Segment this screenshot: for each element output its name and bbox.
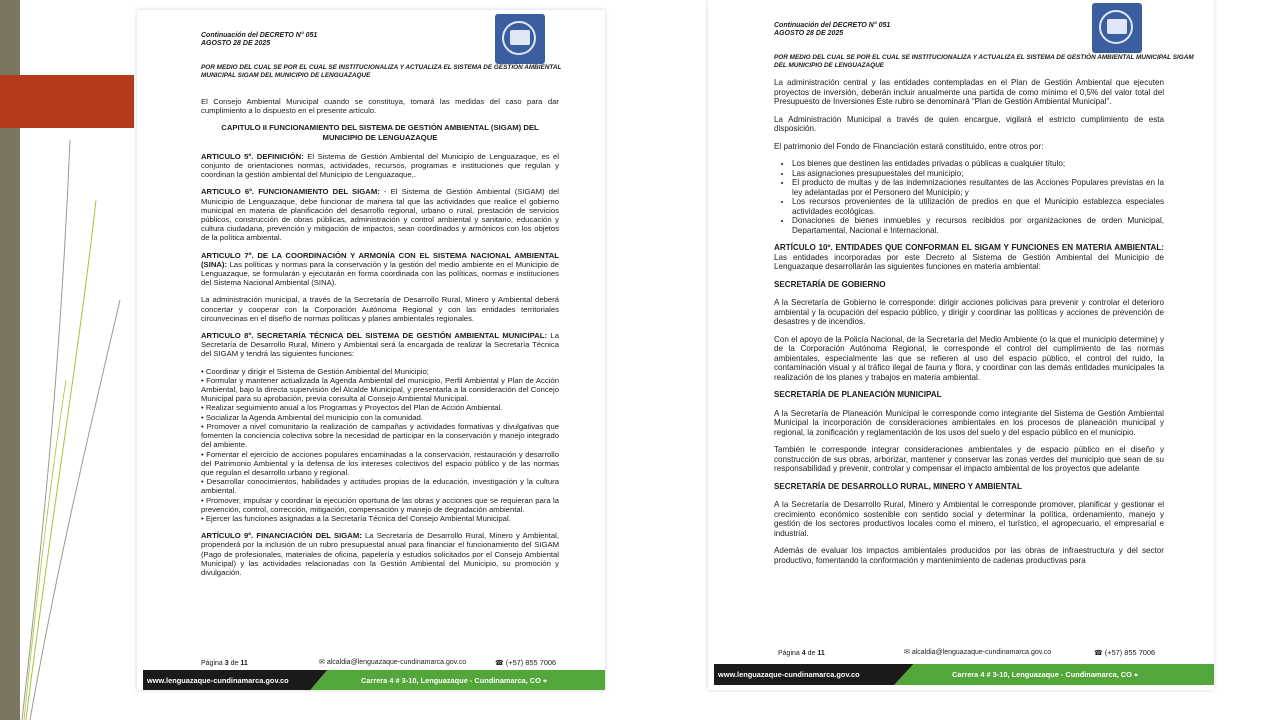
page-number: Página 4 de 11 — [778, 650, 825, 657]
list-item: • Desarrollar conocimientos, habilidades y actitudes propias de la educación, investigación y la cultura ambiental. — [201, 477, 559, 496]
article-7: ARTICULO 7º. DE LA COORDINACIÓN Y ARMONÍA CON EL SISTEMA NACIONAL AMBIENTAL (SINA): Las políticas y normas para la conservación y la gestión del medio ambiente en el Municipio de Lenguazaque, se formularán y ejecutarán en forma coordinada con las políticas, normas e instituciones del Sistema Nacional Ambiental (SINA). — [201, 250, 559, 288]
footer-email[interactable]: ✉ alcaldia@lenguazaque-cundinamarca.gov.co — [904, 649, 1052, 656]
page-header: Continuación del DECRETO N° 051 AGOSTO 28 DE 2025 — [201, 32, 318, 47]
list-item: • Formular y mantener actualizada la Agenda Ambiental del municipio, Perfil Ambiental y Plan de Acción Ambiental, bajo la directa supervisión del Alcalde Municipal, y presentarla a la consideración del Concejo Municipal para su aprobación, previa consulta al Consejo Ambiental Municipal. — [201, 375, 559, 404]
footer-website[interactable]: www.lenguazaque-cundinamarca.gov.co — [147, 676, 289, 685]
section-title-desarrollo-rural: SECRETARÍA DE DESARROLLO RURAL, MINERO Y AMBIENTAL — [774, 481, 1022, 491]
paragraph: Además de evaluar los impactos ambientales producidos por las obras de infraestructura y del sector productivo, fomentando la conformación y mantenimiento de cadenas productivas para — [774, 546, 1164, 565]
decree-subject: POR MEDIO DEL CUAL SE POR EL CUAL SE INSTITUCIONALIZA Y ACTUALIZA EL SISTEMA DE GESTIÓN AMBIENTAL MUNICIPAL SIGAM DEL MUNICIPIO DE LENGUAZAQUE — [774, 54, 1194, 69]
footer-email[interactable]: ✉ alcaldia@lenguazaque-cundinamarca.gov.co — [319, 659, 467, 666]
page-number: Página 3 de 11 — [201, 660, 248, 667]
envelope-icon: ✉ — [904, 649, 910, 656]
list-item: • Promover a nivel comunitario la realización de campañas y actividades formativas y divulgativas que fomenten la conciencia colectiva sobre la necesidad de participar en la conservación y manejo integrado del ambiente. — [201, 421, 559, 450]
decree-subject: POR MEDIO DEL CUAL SE POR EL CUAL SE INSTITUCIONALIZA Y ACTUALIZA EL SISTEMA DE GESTIÓN AMBIENTAL MUNICIPAL SIGAM DEL MUNICIPIO DE LENGUAZAQUE — [201, 64, 562, 79]
document-page-3 — [137, 10, 605, 690]
municipal-seal-icon — [1092, 3, 1142, 53]
article-5: ARTICULO 5º. DEFINICIÓN: El Sistema de Gestión Ambiental del Municipio de Lenguazaque, es el conjunto de orientaciones normas, actividades, recursos, programas e instituciones que regulan y coordinan la gestión ambiental del Municipio de Lenguazaque,. — [201, 151, 559, 180]
phone-icon: ☎ — [495, 660, 504, 667]
list-item: • Coordinar y dirigir el Sistema de Gestión Ambiental del Municipio; — [201, 366, 429, 376]
chapter-title: CAPITULO II FUNCIONAMIENTO DEL SISTEMA DE GESTIÓN AMBIENTAL (SIGAM) DEL MUNICIPIO DE LENGUAZAQUE — [221, 123, 539, 142]
section-title-planeacion: SECRETARÍA DE PLANEACIÓN MUNICIPAL — [774, 390, 942, 399]
list-item: • Socializar la Agenda Ambiental del municipio con la comunidad. — [201, 412, 423, 422]
article-10: ARTÍCULO 10º. ENTIDADES QUE CONFORMAN EL SIGAM Y FUNCIONES EN MATERIA AMBIENTAL: Las entidades incorporadas por este Decreto al Sistema de Gestión Ambiental del Municipio de Lenguazaque desarrollarán las siguientes funciones en materia ambiental: — [774, 243, 1164, 271]
paragraph: A la Secretaría de Gobierno le corresponde: dirigir acciones policivas para prevenir y controlar el deterioro ambiental y la ocupación del espacio público, y dirigir y coordinar las políticas y acciones de prevención de desastres y de incendios. — [774, 298, 1164, 326]
list-item: • El producto de multas y de las indemnizaciones resultantes de las Acciones Populares previstas en la ley adelantadas por el Personero del Municipio; y — [792, 178, 1164, 197]
footer-address: Carrera 4 # 3-10, Lenguazaque - Cundinamarca, CO ⌖ — [952, 670, 1138, 679]
footer-address: Carrera 4 # 3-10, Lenguazaque - Cundinamarca, CO ⌖ — [361, 676, 547, 685]
paragraph: A la Secretaría de Desarrollo Rural, Minero y Ambiental le corresponde promover, planificar y gestionar el crecimiento económico sostenible con sentido social y determinar la política, ordenamiento, manejo y gestión de los sectores productivos locales como el minero, el turístico, el agropecuario, el empresarial e industrial. — [774, 500, 1164, 538]
list-item: • Realizar seguimiento anual a los Programas y Proyectos del Plan de Acción Ambiental. — [201, 403, 503, 413]
list-item: • Ejercer las funciones asignadas a la Secretaría Técnica del Consejo Ambiental Municipal. — [201, 513, 511, 523]
list-item: • Los recursos provenientes de la utilización de predios en que el Municipio establezca especiales actividades ecológicas. — [792, 197, 1164, 216]
paragraph: La administración central y las entidades contempladas en el Plan de Gestión Ambiental que ejecuten proyectos de inversión, deberán incluir anualmente una partida de como mínimo el 0,5% del valor total del Presupuesto de Inversiones Este rubro se denominará “Plan de Gestión Ambiental Municipal”. — [774, 78, 1164, 106]
document-page-4 — [708, 0, 1214, 690]
slide-accent-block — [0, 75, 134, 128]
section-title-gobierno: SECRETARÍA DE GOBIERNO — [774, 279, 886, 289]
envelope-icon: ✉ — [319, 659, 325, 666]
paragraph: La Administración Municipal a través de quien encargue, vigilará el estricto cumplimiento de esta disposición. — [774, 114, 1164, 133]
list-item: • Los bienes que destinen las entidades privadas o públicas a cualquier título; — [792, 159, 1164, 169]
footer-website[interactable]: www.lenguazaque-cundinamarca.gov.co — [718, 670, 860, 679]
list-item: • Promover, impulsar y coordinar la ejecución oportuna de las obras y acciones que se requieran para la prevención, control, corrección, mitigación, compensación y manejo de degradación ambiental. — [201, 495, 559, 514]
article-8: ARTICULO 8º. SECRETARÍA TÉCNICA DEL SISTEMA DE GESTIÓN AMBIENTAL MUNICIPAL: La Secretaría de Desarrollo Rural, Minero y Ambiental será la encargada de realizar la Secretaría Técnica del SIGAM y tendrá las siguientes funciones: — [201, 331, 559, 359]
article-6: ARTICULO 6º. FUNCIONAMIENTO DEL SIGAM: - El Sistema de Gestión Ambiental (SIGAM) del Municipio de Lenguazaque, debe funcionar de manera tal que las actividades que realice el gobierno municipal en materia de planificación del desarrollo regional, urbano o rural, prestación de servicios públicos, construcción de obras públicas, administración y control ambiental y sanitario, educación y cultura ciudadana, prevención y mitigación de impactos, sean coordinados y armónicos con los objetos de la política ambiental. — [201, 187, 559, 243]
footer-phone[interactable]: ☎ (+57) 855 7006 — [1094, 648, 1156, 657]
paragraph: Con el apoyo de la Policía Nacional, de la Secretaría del Medio Ambiente (o la que el municipio determine) y de la Corporación Autónoma Regional, le corresponde el control del cumplimiento de las normas ambientales, especialmente las que se refieren al uso del espacio público, el control del ruido, la contaminación visual y al tráfico ilegal de fauna y flora, y coordinar con las demás entidades municipales la realización de los planes y trabajos en materia ambiental. — [774, 334, 1164, 382]
fund-assets-list — [774, 159, 1164, 235]
phone-icon: ☎ — [1094, 650, 1103, 657]
page-header: Continuación del DECRETO N° 051 AGOSTO 28 DE 2025 — [774, 22, 891, 37]
intro-paragraph: El Consejo Ambiental Municipal cuando se constituya, tomará las medidas del caso para dar cumplimiento a lo dispuesto en el presente artículo. — [201, 97, 559, 116]
page-body — [774, 78, 1164, 573]
municipal-seal-icon — [495, 14, 545, 64]
page-body — [201, 97, 559, 585]
location-pin-icon: ⌖ — [542, 678, 547, 685]
list-item: • Donaciones de bienes inmuebles y recursos recibidos por organizaciones de orden Municipal, Departamental, Nacional e Internacional. — [792, 216, 1164, 235]
list-item: • Fomentar el ejercicio de acciones populares encaminadas a la conservación, restauración y desarrollo del Patrimonio Ambiental y la defensa de los intereses colectivos del espacio público y de las normas que regulan el desarrollo urbano y regional. — [201, 449, 559, 477]
article-7-para-2: La administración municipal, a través de la Secretaría de Desarrollo Rural, Minero y Ambiental deberá concertar y cooperar con la Corporación Autónoma Regional y con las entidades territoriales circunvecinas en el diseño de normas políticas y planes ambientales regionales. — [201, 295, 559, 323]
paragraph: A la Secretaría de Planeación Municipal le corresponde como integrante del Sistema de Gestión Ambiental Municipal la incorporación de consideraciones ambientales en los procesos de planeación municipal y regional, la zonificación y reglamentación de los usos del suelo y del espacio público en el municipio. — [774, 408, 1164, 437]
paragraph: También le corresponde integrar consideraciones ambientales y de espacio público en el diseño y construcción de sus obras, arborizar, mantener y conservar las zonas verdes del municipio que sean de su responsabilidad y prevenir, controlar y compensar el impacto ambiental de los proyectos que adelante — [774, 445, 1164, 473]
article-8-functions — [201, 367, 559, 523]
footer-bar — [714, 664, 1214, 685]
location-pin-icon: ⌖ — [1133, 672, 1138, 679]
article-9: ARTÍCULO 9º. FINANCIACIÓN DEL SIGAM: La Secretaría de Desarrollo Rural, Minero y Ambiental, propenderá por la inclusión de un rubro presupuestal anual para financiar el funcionamiento del SIGAM (Pago de profesionales, materiales de oficina, papelería y estudios solicitados por el Consejo Ambiental Municipal) y las actividades relacionadas con la Gestión Ambiental del Municipio, su promoción y divulgación. — [201, 531, 559, 577]
footer-phone[interactable]: ☎ (+57) 855 7006 — [495, 658, 557, 667]
paragraph: El patrimonio del Fondo de Financiación estará constituido, entre otros por: — [774, 141, 1044, 151]
footer-bar — [143, 670, 605, 690]
list-item: • Las asignaciones presupuestales del municipio; — [792, 169, 1164, 179]
